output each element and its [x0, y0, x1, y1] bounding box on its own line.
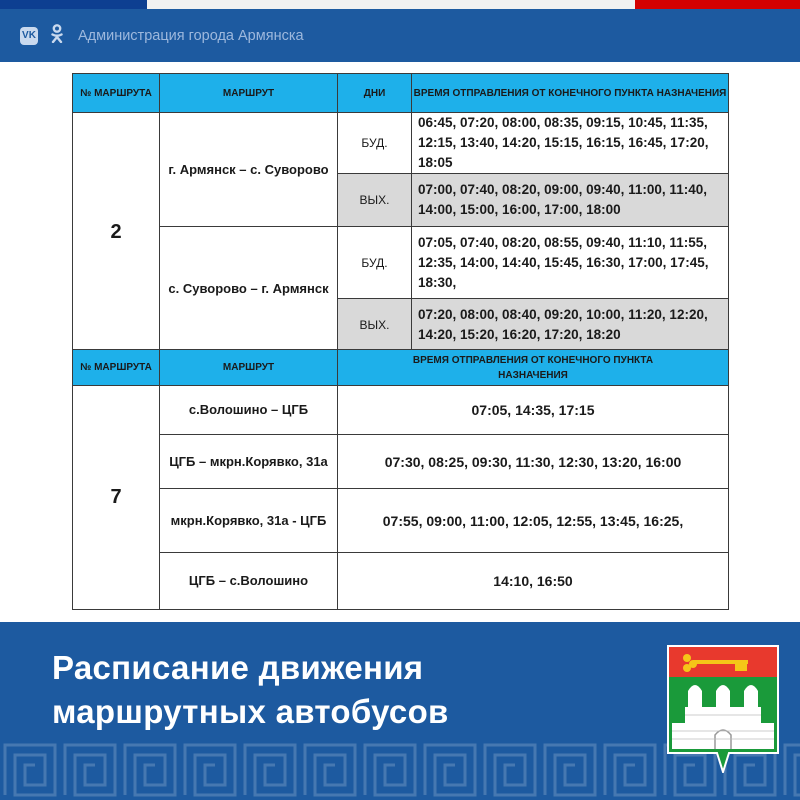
- table-header-row: [73, 74, 729, 113]
- header-route-no: № МАРШРУТА: [73, 350, 160, 386]
- coat-of-arms-icon: [667, 645, 779, 773]
- table-row: [73, 113, 729, 174]
- departure-times: 07:00, 07:40, 08:20, 09:00, 09:40, 11:00, 11:40, 14:00, 15:00, 16:00, 17:00, 18:00: [412, 174, 729, 227]
- day-type: БУД.: [338, 227, 412, 299]
- table-row: [73, 435, 729, 489]
- header-route: МАРШРУТ: [160, 74, 338, 113]
- page-title: [52, 646, 449, 734]
- flag-stripe-white: [147, 0, 635, 9]
- organization-name: Администрация города Армянска: [78, 27, 304, 44]
- schedule-table-route-2: [72, 73, 729, 352]
- departure-times: 07:05, 07:40, 08:20, 08:55, 09:40, 11:10, 11:55, 12:35, 14:00, 14:40, 15:45, 16:30, 17:00, 17:45, 18:30,: [412, 227, 729, 299]
- header-route-no: № МАРШРУТА: [73, 74, 160, 113]
- route-name: г. Армянск – с. Суворово: [160, 113, 338, 227]
- title-line-2: маршрутных автобусов: [52, 693, 449, 730]
- departure-times: 07:30, 08:25, 09:30, 11:30, 12:30, 13:20, 16:00: [338, 435, 729, 489]
- table-row: [73, 227, 729, 299]
- departure-times: 06:45, 07:20, 08:00, 08:35, 09:15, 10:45, 11:35, 12:15, 13:40, 14:20, 15:15, 16:15, 16:45, 17:20, 18:05: [412, 113, 729, 174]
- route-number: 2: [73, 113, 160, 352]
- table-row: [73, 386, 729, 435]
- header-times: ВРЕМЯ ОТПРАВЛЕНИЯ ОТ КОНЕЧНОГО ПУНКТА НАЗНАЧЕНИЯ: [412, 74, 729, 113]
- departure-times: 14:10, 16:50: [338, 553, 729, 610]
- table-row: [73, 489, 729, 553]
- header-route: МАРШРУТ: [160, 350, 338, 386]
- day-type: ВЫХ.: [338, 299, 412, 352]
- route-name: ЦГБ – мкрн.Корявко, 31а: [160, 435, 338, 489]
- route-name: с.Волошино – ЦГБ: [160, 386, 338, 435]
- footer-banner: [0, 622, 800, 800]
- route-name: ЦГБ – с.Волошино: [160, 553, 338, 610]
- route-name: мкрн.Корявко, 31а - ЦГБ: [160, 489, 338, 553]
- top-bar: [0, 9, 800, 62]
- schedule-table-route-7: [72, 349, 729, 610]
- departure-times: 07:55, 09:00, 11:00, 12:05, 12:55, 13:45, 16:25,: [338, 489, 729, 553]
- table-header-row: [73, 350, 729, 386]
- flag-stripe-blue: [0, 0, 147, 9]
- header-times: ВРЕМЯ ОТПРАВЛЕНИЯ ОТ КОНЕЧНОГО ПУНКТА НАЗНАЧЕНИЯ: [338, 350, 729, 386]
- route-number: 7: [73, 386, 160, 610]
- vk-icon[interactable]: VK: [20, 27, 38, 45]
- route-name: с. Суворово – г. Армянск: [160, 227, 338, 352]
- table-row: [73, 553, 729, 610]
- day-type: БУД.: [338, 113, 412, 174]
- header-days: ДНИ: [338, 74, 412, 113]
- departure-times: 07:20, 08:00, 08:40, 09:20, 10:00, 11:20, 12:20, 14:20, 15:20, 16:20, 17:20, 18:20: [412, 299, 729, 352]
- odnoklassniki-icon[interactable]: [50, 24, 64, 48]
- day-type: ВЫХ.: [338, 174, 412, 227]
- title-line-1: Расписание движения: [52, 649, 424, 686]
- departure-times: 07:05, 14:35, 17:15: [338, 386, 729, 435]
- flag-stripe-red: [635, 0, 800, 9]
